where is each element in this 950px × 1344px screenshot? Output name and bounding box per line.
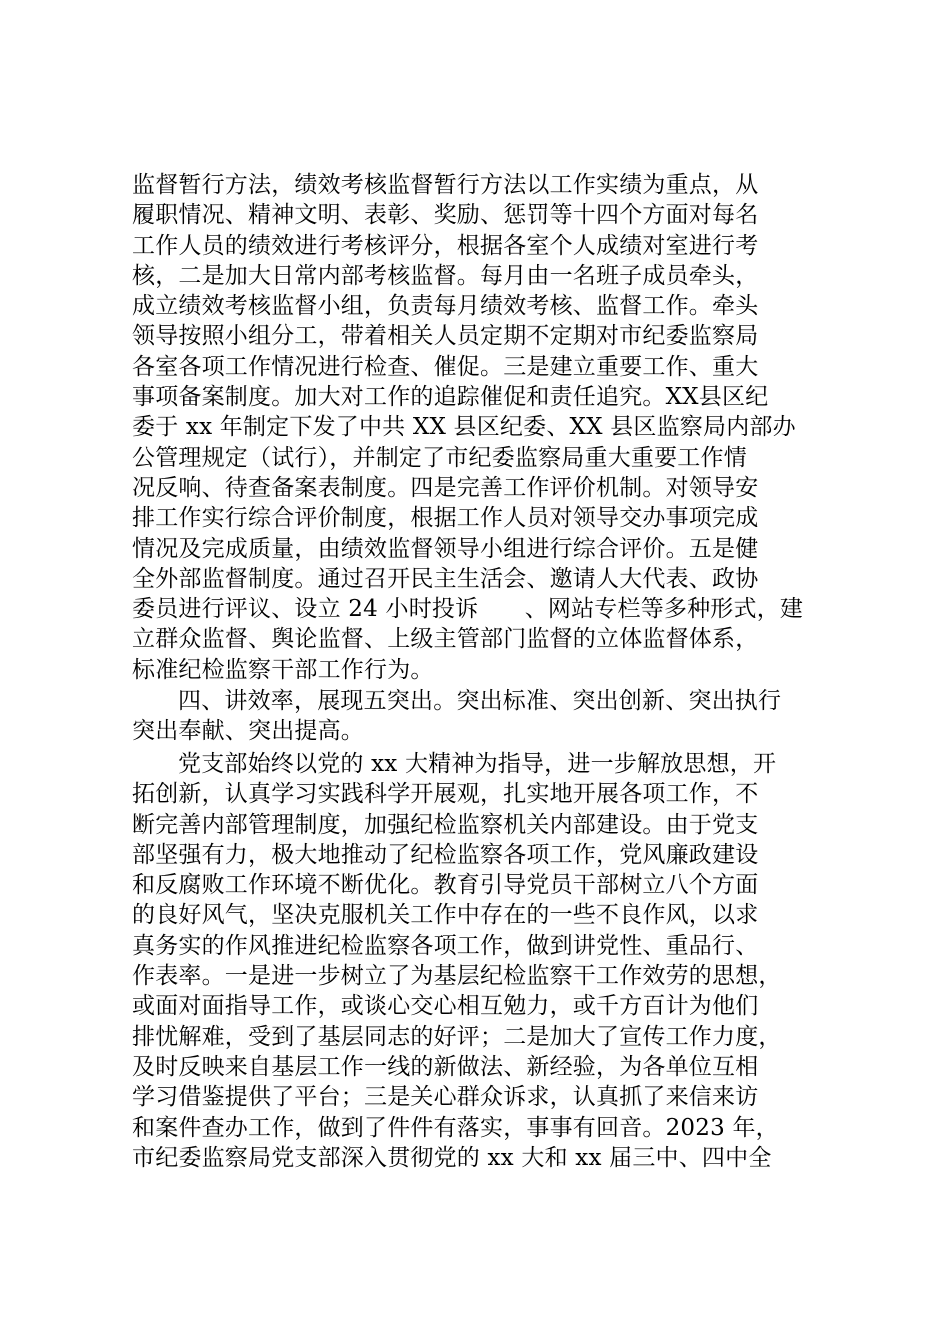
text-line: 突出奉献、突出提高。 [132,718,364,745]
text-line: 作表率。一是进一步树立了为基层纪检监察干工作效劳的思想， [132,963,782,990]
text-line: 事项备案制度。加大对工作的追踪催促和责任追究。XX县区纪 [132,384,769,411]
text-line: 四、讲效率，展现五突出。突出标准、突出创新、突出执行 [178,688,782,714]
text-line: 排工作实行综合评价制度，根据工作人员对领导交办事项完成 [132,505,759,532]
text-line: 委员进行评议、设立 24 小时投诉 、网站专栏等多种形式，建 [132,596,804,623]
text-line: 监督暂行方法，绩效考核监督暂行方法以工作实绩为重点，从 [132,172,759,198]
text-line: 断完善内部管理制度，加强纪检监察机关内部建设。由于党支 [132,811,759,838]
paragraph-supervision-system [132,170,832,685]
text-line: 部坚强有力，极大地推动了纪检监察各项工作，党风廉政建设 [132,841,759,868]
text-line: 的良好风气，坚决克服机关工作中存在的一些不良作风，以求 [132,902,759,929]
text-line: 市纪委监察局党支部深入贯彻党的 xx 大和 xx 届三中、四中全 [132,1144,772,1171]
text-line: 拓创新，认真学习实践科学开展观，扎实地开展各项工作，不 [132,781,759,808]
text-line: 党支部始终以党的 xx 大精神为指导，进一步解放思想，开 [178,751,777,777]
text-line: 或面对面指导工作，或谈心交心相互勉力，或千方百计为他们 [132,993,759,1020]
text-line: 和案件查办工作，做到了件件有落实，事事有回音。2023 年， [132,1114,779,1141]
text-line: 成立绩效考核监督小组，负责每月绩效考核、监督工作。牵头 [132,293,759,320]
text-line: 工作人员的绩效进行考核评分，根据各室个人成绩对室进行考 [132,232,759,259]
text-line: 委于 xx 年制定下发了中共 XX 县区纪委、XX 县区监察局内部办 [132,414,796,441]
text-line: 和反腐败工作环境不断优化。教育引导党员干部树立八个方面 [132,872,759,899]
text-line: 全外部监督制度。通过召开民主生活会、邀请人大代表、政协 [132,565,759,592]
text-line: 学习借鉴提供了平台；三是关心群众诉求，认真抓了来信来访 [132,1084,759,1111]
text-line: 排忧解难，受到了基层同志的好评；二是加大了宣传工作力度， [132,1023,782,1050]
text-line: 及时反映来自基层工作一线的新做法、新经验，为各单位互相 [132,1053,759,1080]
text-line: 立群众监督、舆论监督、上级主管部门监督的立体监督体系， [132,626,759,653]
paragraph-section-four-heading [132,686,832,747]
text-line: 核，二是加大日常内部考核监督。每月由一名班子成员牵头， [132,262,759,289]
text-line: 标准纪检监察干部工作行为。 [132,656,434,683]
text-line: 公管理规定（试行），并制定了市纪委监察局重大重要工作情 [132,444,747,471]
text-line: 各室各项工作情况进行检查、催促。三是建立重要工作、重大 [132,353,759,380]
paragraph-party-branch [132,749,832,1173]
text-line: 履职情况、精神文明、表彰、奖励、惩罚等十四个方面对每名 [132,202,759,229]
text-line: 况反响、待查备案表制度。四是完善工作评价机制。对领导安 [132,474,759,501]
text-line: 领导按照小组分工，带着相关人员定期不定期对市纪委监察局 [132,323,759,350]
text-line: 真务实的作风推进纪检监察各项工作，做到讲党性、重品行、 [132,932,759,959]
text-line: 情况及完成质量，由绩效监督领导小组进行综合评价。五是健 [132,535,759,562]
